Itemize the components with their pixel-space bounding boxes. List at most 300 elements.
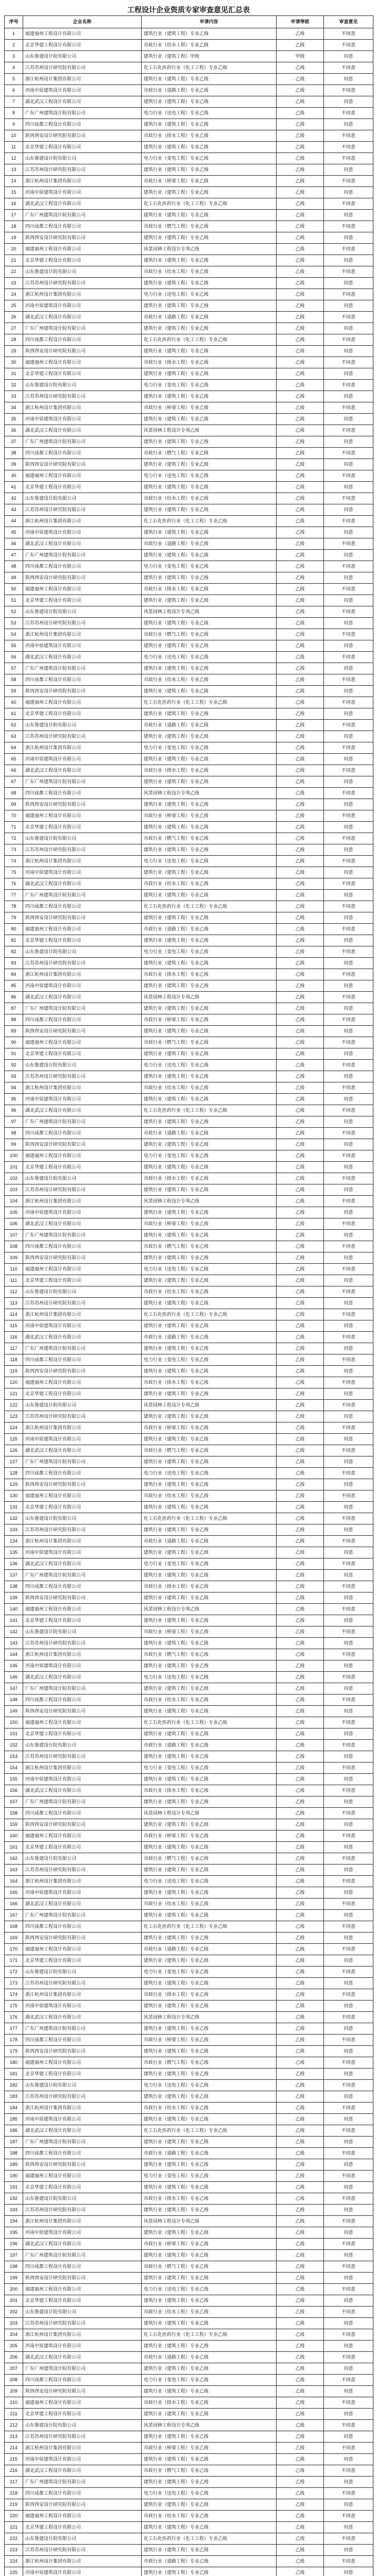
table-row [5,742,373,754]
cell-scope: 建筑行业（建筑工程）专业乙级 [142,1184,277,1196]
cell-scope: 建筑行业（建筑工程）专业乙级 [142,1366,277,1377]
cell-scope: 市政行业（道路工程）专业乙级 [142,1332,277,1343]
table-row [5,1672,373,1683]
cell-seq: 87 [5,1003,23,1014]
cell-scope: 电力行业（送电工程）专业乙级 [142,1264,277,1275]
cell-result: 同意 [324,2227,373,2239]
cell-result: 同意 [324,2522,373,2533]
table-row [5,1105,373,1116]
table-row [5,2329,373,2341]
cell-result: 不同意 [324,516,373,527]
cell-result: 不同意 [324,1740,373,1751]
table-row [5,198,373,210]
cell-company: 浙江杭州设计集团有限公司 [23,1876,142,1887]
cell-seq: 187 [5,2137,23,2148]
cell-scope: 电力行业（送电工程）专业乙级 [142,1876,277,1887]
cell-company: 浙江杭州设计集团有限公司 [23,1196,142,1207]
table-row [5,788,373,799]
cell-grade: 乙级 [277,2567,324,2576]
table-row [5,606,373,618]
cell-company: 湖北武汉工程设计有限公司 [23,1785,142,1797]
table-row [5,255,373,266]
table-row [5,878,373,890]
cell-scope: 风景园林工程设计专项乙级 [142,1604,277,1615]
cell-scope: 建筑行业（建筑工程）专业乙级 [142,210,277,221]
cell-grade: 乙级 [277,2182,324,2193]
cell-company: 四川成都工程设计有限公司 [23,901,142,912]
cell-scope: 建筑行业（建筑工程）专业乙级 [142,1502,277,1513]
cell-grade: 乙级 [277,130,324,142]
cell-scope: 建筑行业（建筑工程）专业乙级 [142,74,277,85]
cell-company: 广东广州建筑设计院有限公司 [23,663,142,674]
table-row [5,1264,373,1275]
cell-result: 不同意 [324,1082,373,1094]
cell-result: 同意 [324,74,373,85]
cell-result: 不同意 [324,2057,373,2069]
cell-scope: 建筑行业（建筑工程）专业乙级 [142,1638,277,1649]
table-row [5,40,373,51]
cell-grade: 乙级 [277,62,324,74]
cell-seq: 93 [5,1071,23,1082]
cell-grade: 乙级 [277,289,324,300]
table-row [5,1899,373,1910]
cell-scope: 电力行业（变电工程）专业乙级 [142,1967,277,1978]
cell-grade: 乙级 [277,1162,324,1173]
cell-grade: 乙级 [277,1196,324,1207]
cell-scope: 建筑行业（建筑工程）专业乙级 [142,2431,277,2443]
cell-scope: 市政行业（桥梁工程）专业乙级 [142,810,277,822]
cell-company: 陕西西安设计研究院有限公司 [23,686,142,697]
cell-company: 江苏苏州设计研究院有限公司 [23,1184,142,1196]
cell-seq: 38 [5,448,23,459]
cell-grade: 乙级 [277,1332,324,1343]
cell-company: 陕西西安设计研究院有限公司 [23,1026,142,1037]
cell-seq: 41 [5,482,23,493]
table-row [5,1513,373,1524]
table-row [5,1468,373,1479]
table-row [5,164,373,176]
cell-company: 湖北武汉工程设计有限公司 [23,2125,142,2137]
cell-scope: 建筑行业（建筑工程）专业乙级 [142,2499,277,2511]
cell-result: 不同意 [324,1944,373,1955]
cell-result: 不同意 [324,969,373,980]
cell-company: 广东广州建筑设计院有限公司 [23,1003,142,1014]
cell-scope: 建筑行业（建筑工程）专业乙级 [142,1456,277,1468]
cell-scope: 建筑行业（建筑工程）专业乙级 [142,482,277,493]
cell-grade: 乙级 [277,731,324,742]
cell-scope: 建筑行业（建筑工程）专业乙级 [142,2046,277,2057]
cell-company: 江苏苏州设计研究院有限公司 [23,2318,142,2329]
cell-seq: 86 [5,992,23,1003]
cell-result: 同意 [324,572,373,584]
cell-scope: 市政行业（给水工程）专业乙级 [142,878,277,890]
table-row [5,1400,373,1411]
cell-grade: 乙级 [277,1694,324,1706]
cell-grade: 乙级 [277,1173,324,1184]
cell-seq: 127 [5,1456,23,1468]
cell-scope: 建筑行业（建筑工程）专业乙级 [142,572,277,584]
cell-grade: 乙级 [277,1797,324,1808]
cell-grade: 乙级 [277,1615,324,1626]
cell-result: 同意 [324,1887,373,1899]
cell-grade: 乙级 [277,2171,324,2182]
cell-scope: 建筑行业（建筑工程）专业乙级 [142,799,277,810]
cell-result: 不同意 [324,924,373,935]
cell-result: 同意 [324,1774,373,1785]
cell-company: 湖北武汉工程设计有限公司 [23,425,142,436]
cell-seq: 117 [5,1343,23,1354]
cell-seq: 17 [5,210,23,221]
cell-company: 江苏苏州设计研究院有限公司 [23,1411,142,1422]
table-row [5,1218,373,1230]
cell-result: 不同意 [324,2080,373,2091]
cell-company: 江苏苏州设计研究院有限公司 [23,391,142,402]
cell-seq: 52 [5,606,23,618]
cell-scope: 建筑行业（建筑工程）专业乙级 [142,776,277,788]
cell-seq: 6 [5,85,23,96]
cell-scope: 建筑行业（建筑工程）专业乙级 [142,2477,277,2488]
cell-scope: 市政行业（桥梁工程）专业乙级 [142,1218,277,1230]
cell-company: 四川成都工程设计有限公司 [23,1694,142,1706]
cell-company: 湖北武汉工程设计有限公司 [23,1332,142,1343]
cell-result: 同意 [324,2159,373,2171]
cell-result: 不同意 [324,788,373,799]
cell-company: 四川成都工程设计有限公司 [23,448,142,459]
cell-result: 不同意 [324,561,373,572]
cell-scope: 市政行业（道路工程）专业乙级 [142,1740,277,1751]
cell-grade: 乙级 [277,640,324,652]
cell-company: 湖北武汉工程设计有限公司 [23,1558,142,1570]
table-row [5,1876,373,1887]
cell-scope: 电力行业（送电工程）专业乙级 [142,2488,277,2499]
table-row [5,1626,373,1638]
table-row [5,1173,373,1184]
cell-company: 广东广州建筑设计院有限公司 [23,1116,142,1128]
cell-result: 不同意 [324,652,373,663]
table-row [5,1207,373,1218]
cell-scope: 建筑行业（建筑工程）专业乙级 [142,1162,277,1173]
cell-result: 同意 [324,958,373,969]
cell-company: 四川成都工程设计有限公司 [23,2261,142,2273]
cell-grade: 乙级 [277,1808,324,1819]
cell-scope: 建筑行业（建筑工程）专业乙级 [142,1660,277,1672]
cell-company: 浙江杭州设计集团有限公司 [23,1536,142,1547]
cell-grade: 乙级 [277,232,324,244]
cell-result: 不同意 [324,221,373,232]
cell-seq: 98 [5,1128,23,1139]
cell-result: 不同意 [324,2261,373,2273]
cell-seq: 142 [5,1626,23,1638]
cell-company: 浙江杭州设计集团有限公司 [23,856,142,867]
cell-seq: 180 [5,2057,23,2069]
table-row [5,924,373,935]
cell-scope: 市政行业（道路工程）专业乙级 [142,924,277,935]
cell-scope: 市政行业（排水工程）专业乙级 [142,1989,277,2001]
cell-grade: 乙级 [277,697,324,708]
table-row [5,1808,373,1819]
cell-grade: 乙级 [277,164,324,176]
cell-company: 浙江杭州设计集团有限公司 [23,1649,142,1660]
cell-grade: 乙级 [277,1887,324,1899]
cell-result: 不同意 [324,674,373,686]
cell-seq: 13 [5,164,23,176]
cell-grade: 乙级 [277,448,324,459]
cell-company: 河南中原建筑设计有限公司 [23,2567,142,2576]
cell-company: 江苏苏州设计研究院有限公司 [23,2091,142,2103]
cell-scope: 市政行业（给水工程）专业乙级 [142,40,277,51]
cell-grade: 乙级 [277,550,324,561]
cell-result: 同意 [324,459,373,470]
cell-grade: 乙级 [277,1649,324,1660]
cell-scope: 建筑行业（建筑工程）专业乙级 [142,2159,277,2171]
cell-seq: 11 [5,142,23,153]
cell-company: 四川成都工程设计有限公司 [23,2148,142,2159]
cell-result: 同意 [324,754,373,765]
cell-company: 浙江杭州设计集团有限公司 [23,742,142,754]
cell-seq: 123 [5,1411,23,1422]
table-row [5,810,373,822]
cell-seq: 202 [5,2307,23,2318]
cell-result: 不同意 [324,810,373,822]
cell-result: 同意 [324,686,373,697]
cell-company: 广东广州建筑设计院有限公司 [23,1797,142,1808]
cell-seq: 26 [5,312,23,323]
cell-company: 福建福州工程设计有限公司 [23,357,142,368]
cell-result: 同意 [324,2114,373,2125]
cell-seq: 106 [5,1218,23,1230]
table-row [5,1694,373,1706]
cell-seq: 171 [5,1955,23,1967]
cell-seq: 62 [5,720,23,731]
table-row [5,2545,373,2556]
table-row [5,1933,373,1944]
cell-company: 福建福州工程设计有限公司 [23,2511,142,2522]
cell-company: 四川成都工程设计有限公司 [23,2035,142,2046]
table-row [5,584,373,595]
cell-result: 同意 [324,1615,373,1626]
table-row [5,1842,373,1853]
cell-seq: 54 [5,629,23,640]
table-row [5,2023,373,2035]
cell-company: 河南中原建筑设计有限公司 [23,867,142,878]
cell-result: 同意 [324,1139,373,1150]
cell-scope: 电力行业（变电工程）专业乙级 [142,946,277,958]
cell-result: 不同意 [324,1694,373,1706]
cell-seq: 149 [5,1706,23,1717]
cell-result: 不同意 [324,2375,373,2386]
cell-grade: 乙级 [277,629,324,640]
cell-scope: 风景园林工程设计专项乙级 [142,788,277,799]
cell-grade: 乙级 [277,2499,324,2511]
table-row [5,2205,373,2216]
cell-scope: 建筑行业（建筑工程）专业乙级 [142,640,277,652]
cell-grade: 乙级 [277,652,324,663]
review-table [4,15,373,2576]
cell-company: 四川成都工程设计有限公司 [23,1128,142,1139]
cell-company: 四川成都工程设计有限公司 [23,1808,142,1819]
cell-seq: 126 [5,1445,23,1456]
cell-scope: 电力行业（变电工程）专业乙级 [142,380,277,391]
cell-result: 不同意 [324,1967,373,1978]
cell-grade: 乙级 [277,504,324,516]
table-row [5,572,373,584]
cell-grade: 乙级 [277,1876,324,1887]
cell-result: 同意 [324,1184,373,1196]
cell-result: 同意 [324,1207,373,1218]
cell-result: 不同意 [324,584,373,595]
cell-scope: 化工石化医药行业（化工工程）专业乙级 [142,198,277,210]
cell-grade: 乙级 [277,1604,324,1615]
cell-seq: 39 [5,459,23,470]
cell-scope: 市政行业（燃气工程）专业乙级 [142,1037,277,1048]
cell-result: 同意 [324,595,373,606]
cell-scope: 建筑行业（建筑工程）专业乙级 [142,346,277,357]
cell-company: 广东广州建筑设计院有限公司 [23,890,142,901]
cell-scope: 电力行业（送电工程）专业乙级 [142,652,277,663]
cell-company: 陕西西安设计研究院有限公司 [23,2273,142,2284]
cell-result: 不同意 [324,1490,373,1502]
cell-scope: 电力行业（送电工程）专业乙级 [142,470,277,482]
table-row [5,1502,373,1513]
cell-grade: 乙级 [277,2080,324,2091]
cell-company: 北京华建工程设计有限公司 [23,368,142,380]
table-row [5,538,373,550]
cell-company: 广东广州建筑设计院有限公司 [23,550,142,561]
cell-company: 江苏苏州设计研究院有限公司 [23,1298,142,1309]
table-row [5,266,373,278]
cell-grade: 乙级 [277,1728,324,1740]
cell-company: 福建福州工程设计有限公司 [23,1604,142,1615]
cell-grade: 乙级 [277,1411,324,1422]
cell-seq: 47 [5,550,23,561]
cell-result: 不同意 [324,1649,373,1660]
cell-grade: 乙级 [277,380,324,391]
cell-grade: 乙级 [277,153,324,164]
table-row [5,176,373,187]
cell-company: 四川成都工程设计有限公司 [23,2375,142,2386]
table-row [5,2148,373,2159]
cell-result: 不同意 [324,1332,373,1343]
cell-result: 不同意 [324,289,373,300]
cell-result: 不同意 [324,946,373,958]
cell-grade: 乙级 [277,1150,324,1162]
cell-seq: 111 [5,1275,23,1286]
cell-scope: 建筑行业（建筑工程）专业乙级 [142,1774,277,1785]
cell-scope: 建筑行业（建筑工程）专业乙级 [142,2341,277,2352]
cell-grade: 乙级 [277,1026,324,1037]
cell-company: 北京华建工程设计有限公司 [23,255,142,266]
cell-grade: 乙级 [277,1570,324,1581]
cell-grade: 乙级 [277,595,324,606]
cell-grade: 乙级 [277,788,324,799]
cell-result: 不同意 [324,28,373,40]
cell-seq: 143 [5,1638,23,1649]
table-row [5,334,373,346]
table-row [5,1116,373,1128]
cell-seq: 152 [5,1740,23,1751]
cell-result: 同意 [324,300,373,312]
cell-scope: 建筑行业（建筑工程）专业乙级 [142,1547,277,1558]
cell-seq: 189 [5,2159,23,2171]
cell-grade: 乙级 [277,436,324,448]
cell-scope: 电力行业（变电工程）专业乙级 [142,561,277,572]
cell-grade: 乙级 [277,425,324,436]
table-row [5,867,373,878]
cell-grade: 乙级 [277,85,324,96]
cell-scope: 建筑行业（建筑工程）专业乙级 [142,1252,277,1264]
cell-scope: 建筑行业（建筑工程）专业乙级 [142,2114,277,2125]
table-row [5,436,373,448]
cell-company: 山东鲁建设计院有限公司 [23,1286,142,1298]
cell-seq: 34 [5,402,23,414]
cell-scope: 风景园林工程设计专项乙级 [142,1400,277,1411]
table-row [5,2318,373,2329]
cell-scope: 建筑行业（建筑工程）专业乙级 [142,164,277,176]
table-row [5,1082,373,1094]
cell-result: 同意 [324,368,373,380]
cell-result: 同意 [324,1071,373,1082]
cell-scope: 化工石化医药行业（化工工程）专业乙级 [142,2533,277,2545]
cell-seq: 100 [5,1150,23,1162]
cell-company: 浙江杭州设计集团有限公司 [23,1762,142,1774]
cell-grade: 乙级 [277,2046,324,2057]
cell-grade: 乙级 [277,1683,324,1694]
cell-company: 河南中原建筑设计有限公司 [23,1320,142,1332]
cell-grade: 乙级 [277,1060,324,1071]
table-row [5,1354,373,1366]
cell-grade: 乙级 [277,2556,324,2567]
cell-company: 陕西西安设计研究院有限公司 [23,2046,142,2057]
cell-seq: 216 [5,2465,23,2477]
cell-seq: 173 [5,1978,23,1989]
cell-scope: 风景园林工程设计专项乙级 [142,425,277,436]
cell-scope: 建筑行业（建筑工程）专业乙级 [142,1094,277,1105]
cell-result: 同意 [324,2409,373,2420]
cell-company: 北京华建工程设计有限公司 [23,1502,142,1513]
cell-result: 同意 [324,1252,373,1264]
cell-company: 四川成都工程设计有限公司 [23,1468,142,1479]
cell-result: 不同意 [324,380,373,391]
table-row [5,618,373,629]
table-row [5,357,373,368]
cell-company: 山东鲁建设计院有限公司 [23,51,142,62]
cell-company: 江苏苏州设计研究院有限公司 [23,1978,142,1989]
table-row [5,2159,373,2171]
cell-result: 不同意 [324,856,373,867]
cell-seq: 140 [5,1604,23,1615]
cell-result: 不同意 [324,2443,373,2454]
cell-result: 同意 [324,2273,373,2284]
cell-company: 陕西西安设计研究院有限公司 [23,130,142,142]
cell-scope: 电力行业（送电工程）专业乙级 [142,108,277,119]
cell-result: 同意 [324,844,373,856]
cell-seq: 75 [5,867,23,878]
cell-company: 北京华建工程设计有限公司 [23,935,142,946]
cell-seq: 186 [5,2125,23,2137]
cell-seq: 210 [5,2397,23,2409]
table-row [5,2499,373,2511]
cell-scope: 市政行业（燃气工程）专业乙级 [142,629,277,640]
cell-company: 山东鲁建设计院有限公司 [23,1740,142,1751]
table-row [5,1955,373,1967]
cell-company: 陕西西安设计研究院有限公司 [23,1479,142,1490]
cell-company: 福建福州工程设计有限公司 [23,1150,142,1162]
cell-scope: 建筑行业（建筑工程）专业乙级 [142,2545,277,2556]
cell-grade: 乙级 [277,2352,324,2363]
cell-company: 湖北武汉工程设计有限公司 [23,1672,142,1683]
cell-seq: 66 [5,765,23,776]
cell-grade: 乙级 [277,799,324,810]
